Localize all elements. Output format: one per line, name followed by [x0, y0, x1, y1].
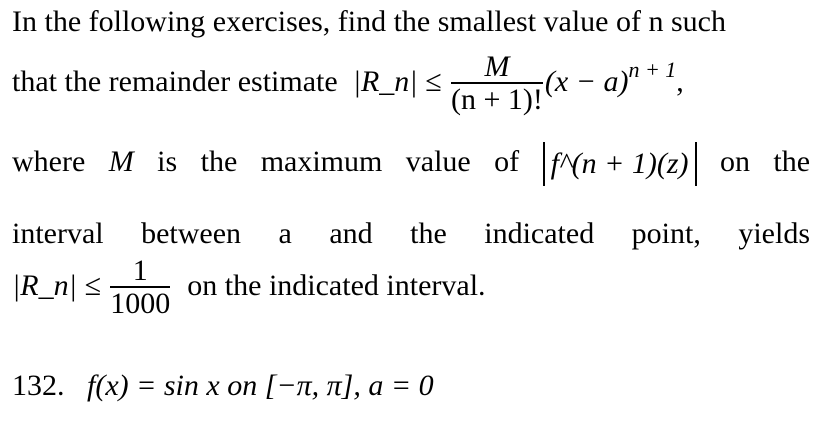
trailing-comma: ,	[676, 64, 684, 98]
bound-interval-label: on the indicated interval.	[187, 268, 486, 302]
intro-line-4	[12, 216, 810, 252]
remainder-fraction-numerator: M	[451, 52, 543, 84]
bound-lhs: |R_n| ≤	[12, 268, 101, 302]
intro-line-1	[12, 4, 726, 40]
bound-numerator: 1	[110, 256, 170, 288]
remainder-lhs: |R_n| ≤	[352, 64, 442, 98]
remainder-estimate-label: that the remainder estimate	[12, 64, 338, 98]
remainder-factor: (x − a)	[544, 64, 629, 98]
exercise-132	[12, 368, 434, 404]
intro-line-5	[12, 256, 486, 320]
intro-line-1-text: In the following exercises, find the smallest value of n such	[12, 5, 726, 38]
remainder-fraction	[451, 52, 543, 116]
derivative-absolute	[543, 142, 697, 186]
intro-line-2	[12, 52, 684, 116]
intro-line-3	[12, 142, 810, 186]
remainder-exponent: n + 1	[628, 56, 677, 82]
remainder-fraction-denominator: (n + 1)!	[451, 83, 543, 116]
derivative-expression: f^(n + 1)(z)	[550, 147, 689, 180]
M-variable: M	[108, 144, 134, 178]
max-value-label: is the maximum value of	[157, 144, 520, 178]
on-the-label: on the	[719, 144, 811, 178]
bound-fraction	[110, 256, 170, 320]
where-label: where	[12, 144, 86, 178]
exercise-number: 132.	[12, 369, 65, 402]
intro-line-4-text: interval between a and the indicated point, yields	[12, 217, 810, 250]
exercise-function: f(x) = sin x on [−π, π], a = 0	[87, 369, 434, 402]
bound-denominator: 1000	[110, 287, 171, 320]
